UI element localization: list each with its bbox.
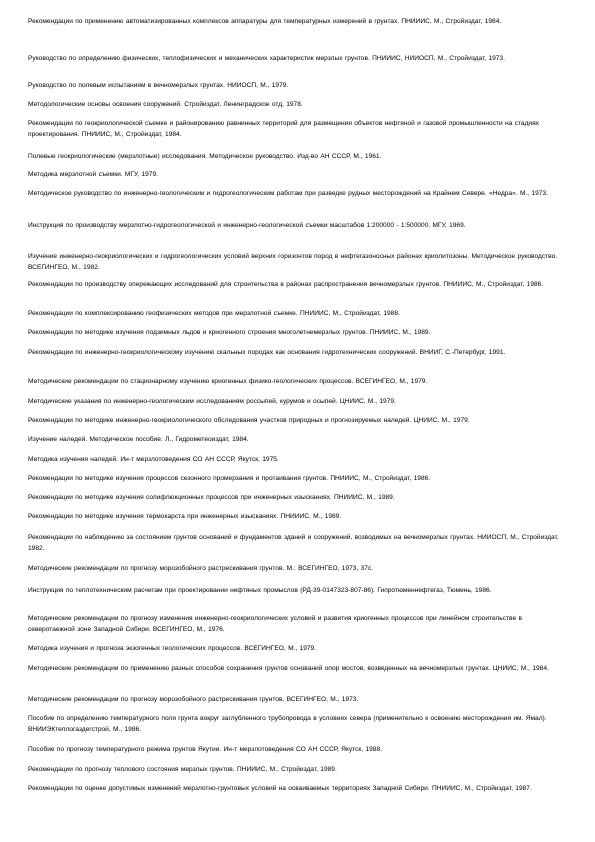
reference-entry-5: Рекомендации по геокриологической съемке и районированию равнинных территорий для размещения объектов нефтяной и газовой промышленности на стадиях проектирования. ПНИИИС, М., Стройиздат, 1984. xyxy=(28,120,539,138)
reference-entry-6: Полевые геокриологические (мерзлотные) исследования. Методическое руководство. Изд-во АН СССР, М., 1961. xyxy=(28,153,382,160)
reference-entry-13: Рекомендации по методике изучения подземных льдов и криогенного строения многолетнемерзлых грунтов. ПНИИИС, М., 1989. xyxy=(28,329,431,336)
reference-entry-29: Методические рекомендации по прогнозу морозобойного растрескивания грунтов. ВСЕГИНГЕО, М., 1973. xyxy=(28,696,359,703)
reference-entry-27: Методика изучения и прогноза экзогенных геологических процессов. ВСЕГИНГЕО, М., 1979. xyxy=(28,645,317,652)
reference-entry-25: Инструкция по теплотехническим расчетам при проектировании нефтяных промыслов (РД-39-0147323-807-86). Гипротюменнефтегаз, Тюмень, 1986. xyxy=(28,587,492,594)
reference-entry-23: Рекомендации по наблюдению за состоянием грунтов оснований и фундаментов зданий и сооружений, возводимых на вечномерзлых грунтах. НИИОСП, М., Стройиздат, 1982. xyxy=(28,534,559,552)
reference-entry-8: Методическое руководство по инженерно-геологическим и гидрогеологическим работам при разведке рудных месторождений на Крайнем Севере. «Недра». М., 1973. xyxy=(28,190,548,197)
reference-entry-17: Рекомендации по методике инженерно-геокриологического обследования участков природных и прогнозируемых наледей. ЦНИИС, М., 1979. xyxy=(28,417,470,424)
reference-entry-24: Методические рекомендации по прогнозу морозобойного растрескивания грунтов. М.: ВСЕГИНГЕО, 1973, 37с. xyxy=(28,565,374,572)
reference-entry-4: Методологические основы освоения сооружений. Стройиздат, Ленинградское отд, 1978. xyxy=(28,101,303,108)
reference-entry-1: Рекомендации по применению автоматизированных комплексов аппаратуры для температурных измерений в грунтах. ПНИИИС, М., Стройиздат, 1984. xyxy=(28,18,502,25)
reference-entry-20: Рекомендации по методике изучения процессов сезонного промерзания и протаивания грунтов. ПНИИИС, М., Стройиздат, 1986. xyxy=(28,475,431,482)
reference-entry-15: Методические рекомендации по стационарному изучению криогенных физико-геологических процессов. ВСЕГИНГЕО, М., 1979. xyxy=(28,378,428,385)
reference-entry-31: Пособие по прогнозу температурного режима грунтов Якутии. Ин-т мерзлотоведения СО АН СССР, Якутск, 1988. xyxy=(28,746,382,753)
reference-entry-33: Рекомендации по оценке допустимых изменений мерзлотно-грунтовых условий на осваиваемых территориях Западной Сибири. ПНИИИС, М., Стройиздат, 1987. xyxy=(28,785,532,792)
reference-entry-11: Рекомендации по производству опережающих исследований для строительства в районах распространения вечномерзлых грунтов. ПНИИИС, М., Стройиздат, 1986. xyxy=(28,281,544,288)
reference-entry-32: Рекомендации по прогнозу теплового состояния мерзлых грунтов. ПНИИИС, М., Стройиздат, 1989. xyxy=(28,766,337,773)
reference-entry-10: Изучение инженерно-геокриологических и гидрогеологических условий верхних горизонтов пород в нефтегазоносных районах криолитозоны. Методическое руководство. ВСЕГИНГЕО, М., 1982. xyxy=(28,253,558,271)
reference-entry-21: Рекомендации по методике изучения солифлюкционных процессов при инженерных изысканиях. ПНИИИС, М., 1989. xyxy=(28,494,395,501)
reference-entry-28: Методические рекомендации по применению разных способов сохранения грунтов оснований опор мостов, возведенных на вечномерзлых грунтах. ЦНИИС, М., 1984. xyxy=(28,665,549,672)
reference-entry-7: Методика мерзлотной съемки. МГУ, 1979. xyxy=(28,171,158,178)
reference-entry-12: Рекомендации по комплексированию геофизических методов при мерзлотной съемке. ПНИИИС, М., Стройиздат, 1988. xyxy=(28,310,400,317)
reference-entry-3: Руководство по полевым испытаниям в вечномерзлых грунтах. НИИОСП, М., 1979. xyxy=(28,82,289,89)
reference-entry-9: Инструкция по производству мерзлотно-гидрогеологической и инженерно-геологической съемки масштабов 1:200000 - 1:500000. МГУ, 1969. xyxy=(28,222,466,229)
reference-entry-22: Рекомендации по методике изучения термокарста при инженерных изысканиях. ПНИИИС, М., 1989. xyxy=(28,513,342,520)
reference-entry-14: Рекомендации по инженерно-геокриологическому изучению скальных породах как основания гидротехнических сооружений. ВНИИГ, С.-Петербург, 1991. xyxy=(28,349,506,356)
reference-entry-19: Методика изучения наледей. Ин-т мерзлотоведения СО АН СССР, Якутск, 1975. xyxy=(28,456,279,463)
reference-entry-2: Руководство по определению физических, теплофизических и механических характеристик мерзлых грунтов. ПНИИИС, НИИОСП, М., Стройиздат, 1973. xyxy=(28,55,505,62)
reference-entry-30: Пособие по определению температурного поля грунта вокруг заглубленного трубопровода в условиях севера (применительно к освоению месторождения им. Ямал). ВНИИЭКтеплогаздегстрой, М., 1986. xyxy=(28,715,547,733)
reference-entry-16: Методические указания по инженерно-геологическим исследованиям россыпей, курумов и осыпей. ЦНИИС, М., 1979. xyxy=(28,398,396,405)
reference-entry-26: Методические рекомендации по прогнозу изменения инженерно-геокриологических условий и развития криогенных процессов при линейном строительстве в северотаежной зоне Западной Сибири. ВСЕГИНГЕО, М., 1976. xyxy=(28,615,522,633)
reference-entry-18: Изучение наледей. Методическое пособие. Л., Гидрометеоиздат, 1984. xyxy=(28,436,249,443)
